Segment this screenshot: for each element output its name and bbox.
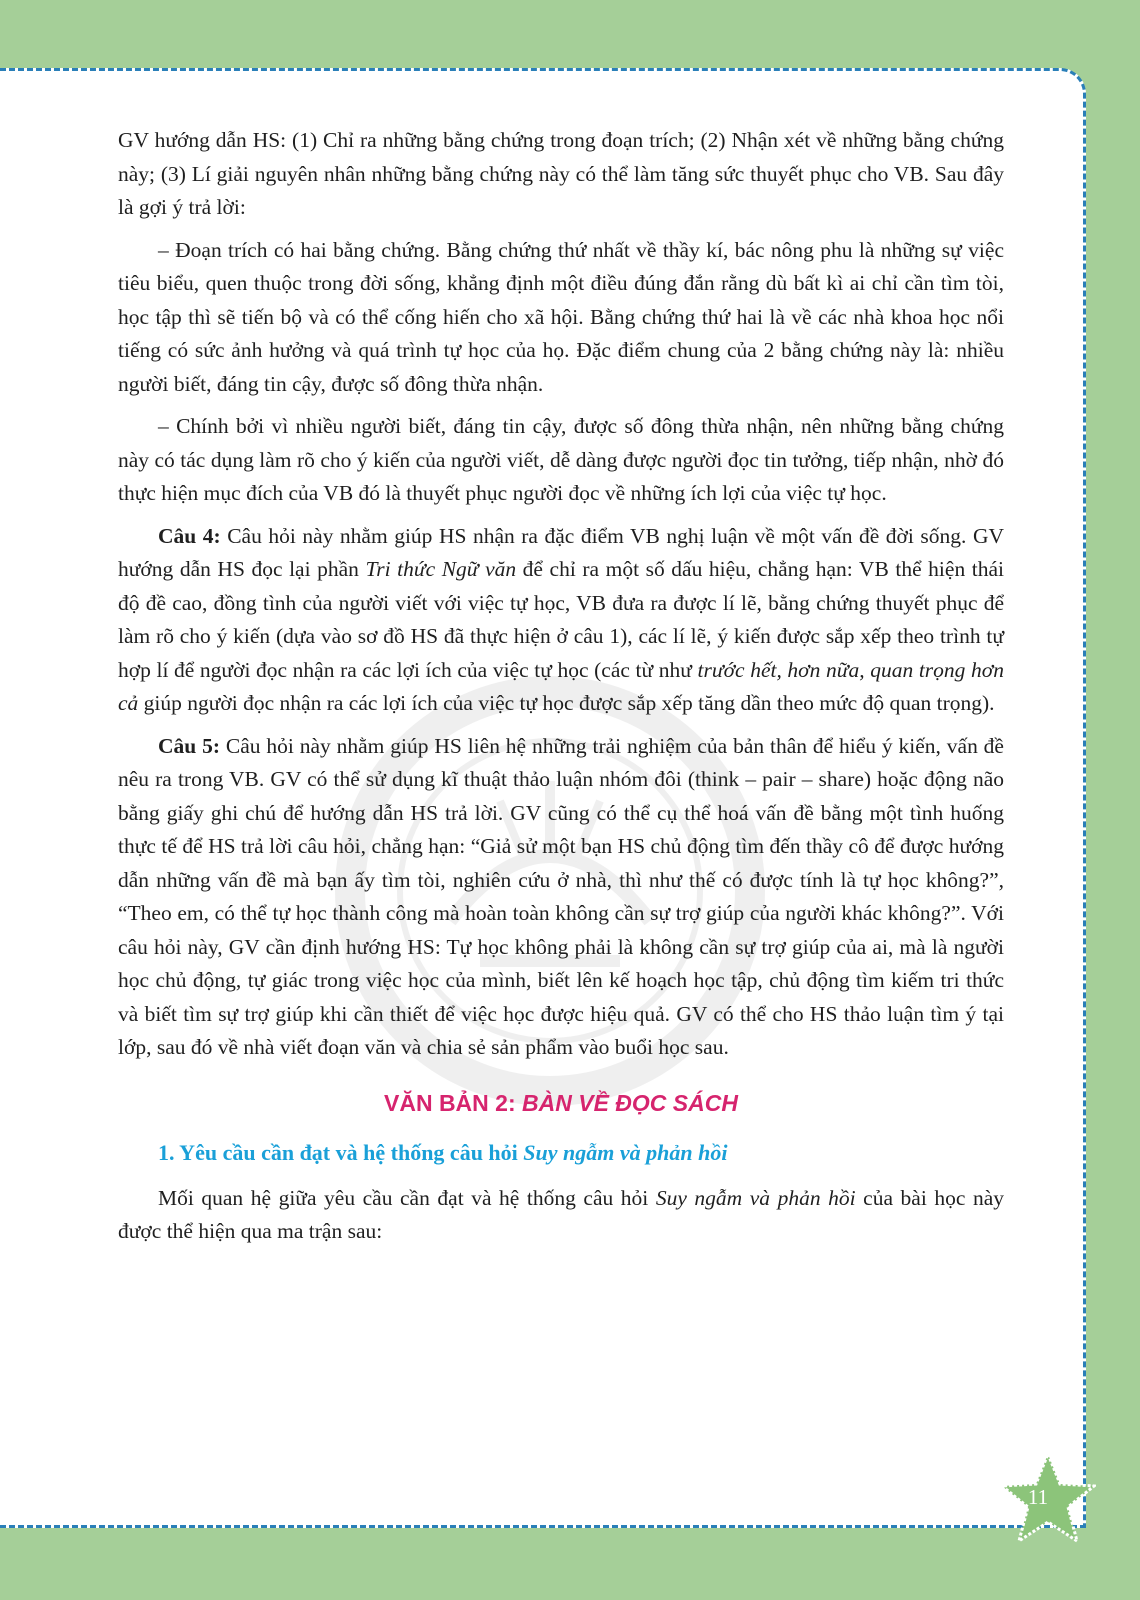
- question-4-text-1: Câu hỏi này nhằm giúp HS nhận ra đặc điểm VB nghị luận về một vấn đề đời sống. GV hướng dẫn HS đọc lại phần: [118, 523, 1004, 581]
- section-heading-prefix: VĂN BẢN 2:: [384, 1089, 523, 1116]
- main-content: [118, 124, 1004, 1258]
- section-heading-title: BÀN VỀ ĐỌC SÁCH: [522, 1089, 738, 1116]
- question-4-text-3: giúp người đọc nhận ra các lợi ích của việc tự học được sắp xếp tăng dần theo mức độ quan trọng).: [138, 691, 995, 715]
- final-text-1: Mối quan hệ giữa yêu cầu cần đạt và hệ thống câu hỏi: [158, 1185, 656, 1210]
- question-5-text: Câu hỏi này nhằm giúp HS liên hệ những trải nghiệm của bản thân để hiểu ý kiến, vấn đề nêu ra trong VB. GV có thể sử dụng kĩ thuật thảo luận nhóm đôi (think – pair – share) hoặc động não bằng giấy ghi chú để hướng dẫn HS trả lời. GV cũng có thể cụ thể hoá vấn đề bằng một tình huống thực tế để HS trả lời câu hỏi, chẳng hạn: “Giả sử một bạn HS chủ động tìm đến thầy cô để được hướng dẫn những vấn đề mà bạn ấy tìm tòi, nghiên cứu ở nhà, thì như thế có được tính là tự học không?”, “Theo em, có thể tự học thành công mà hoàn toàn không cần sự trợ giúp của người khác không?”. Với câu hỏi này, GV cần định hướng HS: Tự học không phải là không cần sự trợ giúp của ai, mà là người học chủ động, tự giác trong việc học của mình, biết lên kế hoạch học tập, chủ động tìm kiếm tri thức và biết tìm sự trợ giúp khi cần thiết để việc học được hiệu quả. GV có thể cho HS thảo luận tìm ý tại lớp, sau đó về nhà viết đoạn văn và chia sẻ sản phẩm vào buổi học sau.: [118, 733, 1004, 1059]
- question-4-italic-2: trước hết, hơn nữa, quan trọng hơn cả: [118, 657, 1004, 715]
- question-5-label: Câu 5:: [158, 733, 221, 758]
- effect-paragraph: – Chính bởi vì nhiều người biết, đáng tin cậy, được số đông thừa nhận, nên những bằng chứng này có tác dụng làm rõ cho ý kiến của người viết, dễ dàng được người đọc tin tưởng, tiếp nhận, nhờ đó thực hiện mục đích của VB đó là thuyết phục người đọc về những ích lợi của việc tự học.: [118, 414, 1004, 505]
- question-4-paragraph: [118, 520, 1004, 721]
- page-number: 11: [1027, 1485, 1049, 1509]
- subsection-heading: [158, 1136, 1004, 1170]
- intro-paragraph: GV hướng dẫn HS: (1) Chỉ ra những bằng chứng trong đoạn trích; (2) Nhận xét về những bằng chứng này; (3) Lí giải nguyên nhân những bằng chứng này có thể làm tăng sức thuyết phục cho VB. Sau đây là gợi ý trả lời:: [118, 128, 1004, 219]
- final-paragraph: [118, 1182, 1004, 1249]
- evidence-paragraph: – Đoạn trích có hai bằng chứng. Bằng chứng thứ nhất về thầy kí, bác nông phu là những sự việc tiêu biểu, quen thuộc trong đời sống, khẳng định một điều đúng đắn rằng dù bất kì ai chỉ cần tìm tòi, học tập thì sẽ tiến bộ và có thể cống hiến cho xã hội. Bằng chứng thứ hai là về các nhà khoa học nổi tiếng có sức ảnh hưởng và quá trình tự học của họ. Đặc điểm chung của 2 bằng chứng này là: nhiều người biết, đáng tin cậy, được số đông thừa nhận.: [118, 237, 1004, 396]
- section-heading: [118, 1087, 1004, 1121]
- final-italic: Suy ngẫm và phản hồi: [655, 1185, 856, 1210]
- final-text-2: của bài học này được thể hiện qua ma trận sau:: [118, 1185, 1004, 1243]
- question-4-label: Câu 4:: [158, 523, 221, 548]
- subsection-heading-italic: Suy ngẫm và phản hồi: [523, 1140, 728, 1165]
- question-5-paragraph: [118, 730, 1004, 1065]
- question-4-italic-1: Tri thức Ngữ văn: [365, 557, 517, 581]
- question-4-text-2: để chỉ ra một số dấu hiệu, chẳng hạn: VB thể hiện thái độ đề cao, đồng tình của người viết với việc tự học, VB đưa ra được lí lẽ, bằng chứng thuyết phục để làm rõ cho ý kiến (dựa vào sơ đồ HS đã thực hiện ở câu 1), các lí lẽ, ý kiến được sắp xếp theo trình tự hợp lí để người đọc nhận ra các lợi ích của việc tự học (các từ như: [118, 557, 1004, 682]
- subsection-heading-text: 1. Yêu cầu cần đạt và hệ thống câu hỏi: [158, 1140, 524, 1165]
